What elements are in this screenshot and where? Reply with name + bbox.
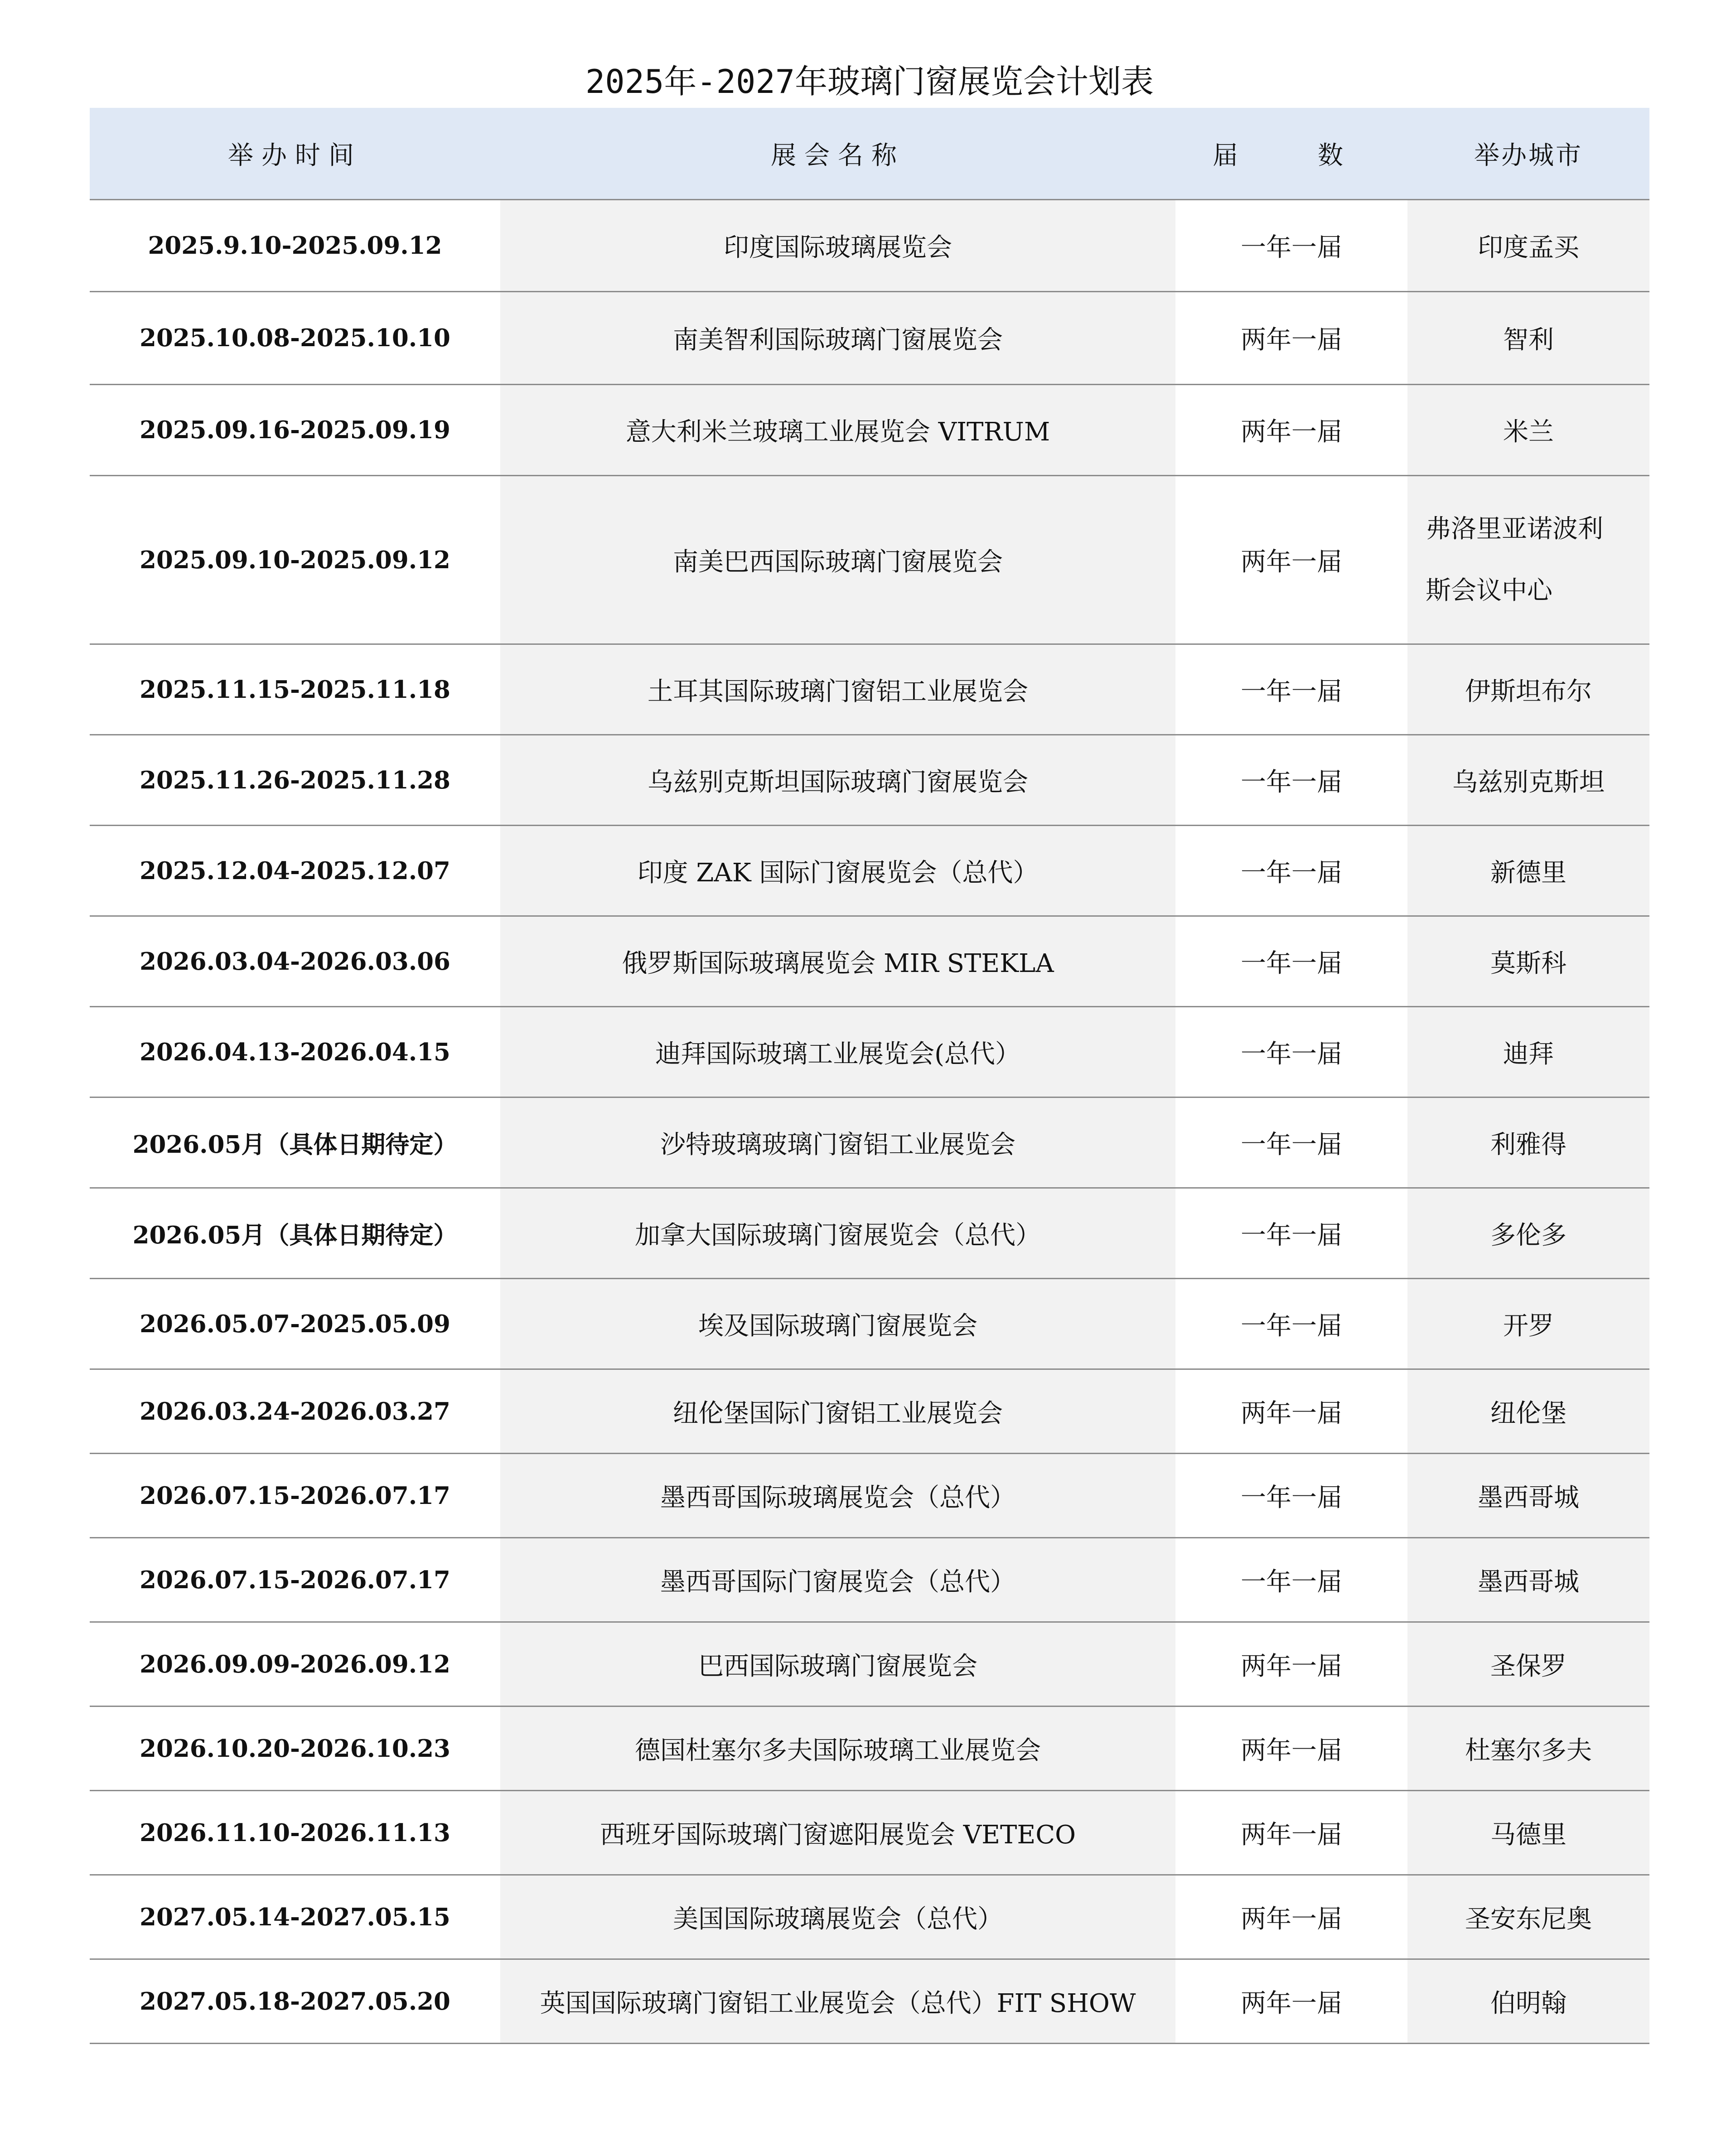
cell-exhibition-name: 纽伦堡国际门窗铝工业展览会 [500, 1370, 1175, 1453]
cell-frequency: 两年一届 [1241, 1651, 1342, 1681]
cell-exhibition-name: 墨西哥国际门窗展览会（总代） [500, 1538, 1175, 1621]
cell-city: 印度孟买 [1407, 200, 1649, 291]
cell-frequency: 一年一届 [1241, 948, 1342, 978]
cell-exhibition-name: 美国国际玻璃展览会（总代） [500, 1876, 1175, 1958]
cell-time: 2025.10.08-2025.10.10 [140, 324, 450, 352]
column-header-time: 举办时间 [228, 140, 362, 170]
table-body [90, 200, 1649, 2044]
cell-city: 马德里 [1407, 1791, 1649, 1874]
cell-frequency: 一年一届 [1241, 677, 1342, 706]
table-row [90, 292, 1649, 385]
cell-time: 2026.04.13-2026.04.15 [140, 1038, 450, 1066]
cell-time: 2026.03.04-2026.03.06 [140, 947, 450, 976]
cell-city: 迪拜 [1407, 1007, 1649, 1097]
cell-exhibition-name: 迪拜国际玻璃工业展览会(总代） [500, 1007, 1175, 1097]
cell-exhibition-name: 德国杜塞尔多夫国际玻璃工业展览会 [500, 1707, 1175, 1790]
cell-exhibition-name: 土耳其国际玻璃门窗铝工业展览会 [500, 645, 1175, 734]
cell-exhibition-name: 乌兹别克斯坦国际玻璃门窗展览会 [500, 735, 1175, 825]
cell-frequency: 两年一届 [1241, 1988, 1342, 2018]
cell-time: 2025.9.10-2025.09.12 [148, 232, 442, 260]
cell-time: 2026.07.15-2026.07.17 [140, 1481, 450, 1510]
cell-city: 圣保罗 [1407, 1623, 1649, 1706]
cell-city: 圣安东尼奥 [1407, 1876, 1649, 1958]
cell-time: 2025.11.15-2025.11.18 [140, 675, 450, 704]
cell-frequency: 一年一届 [1241, 1567, 1342, 1597]
cell-time: 2025.12.04-2025.12.07 [140, 856, 450, 885]
table-row [90, 200, 1649, 292]
page-title: 2025年-2027年玻璃门窗展览会计划表 [585, 63, 1154, 101]
cell-exhibition-name: 南美巴西国际玻璃门窗展览会 [500, 476, 1175, 643]
table-row [90, 645, 1649, 735]
cell-time: 2026.03.24-2026.03.27 [140, 1397, 450, 1426]
cell-city: 新德里 [1407, 826, 1649, 915]
cell-exhibition-name: 沙特玻璃玻璃门窗铝工业展览会 [500, 1098, 1175, 1187]
cell-city: 墨西哥城 [1407, 1454, 1649, 1537]
cell-time: 2026.10.20-2026.10.23 [140, 1734, 450, 1763]
cell-time: 2026.09.09-2026.09.12 [140, 1650, 450, 1678]
cell-frequency: 两年一届 [1241, 417, 1342, 447]
cell-frequency: 一年一届 [1241, 1039, 1342, 1069]
cell-exhibition-name: 印度 ZAK 国际门窗展览会（总代） [500, 826, 1175, 915]
cell-city: 纽伦堡 [1407, 1370, 1649, 1453]
cell-time: 2026.05月（具体日期待定） [132, 1221, 458, 1249]
exhibition-schedule-table [90, 108, 1649, 2044]
cell-frequency: 两年一届 [1241, 1820, 1342, 1850]
table-row [90, 1707, 1649, 1791]
table-row [90, 826, 1649, 917]
cell-time: 2026.05月（具体日期待定） [132, 1130, 458, 1159]
cell-frequency: 一年一届 [1241, 858, 1342, 888]
cell-city: 莫斯科 [1407, 917, 1649, 1006]
cell-frequency: 一年一届 [1241, 1220, 1342, 1250]
table-row [90, 476, 1649, 645]
cell-exhibition-name: 南美智利国际玻璃门窗展览会 [500, 292, 1175, 384]
cell-frequency: 一年一届 [1241, 1311, 1342, 1341]
cell-exhibition-name: 俄罗斯国际玻璃展览会 MIR STEKLA [500, 917, 1175, 1006]
column-header-city: 举办城市 [1474, 140, 1583, 170]
cell-frequency: 一年一届 [1241, 233, 1342, 262]
cell-city [1407, 476, 1649, 643]
cell-city: 多伦多 [1407, 1189, 1649, 1278]
cell-frequency: 一年一届 [1241, 1483, 1342, 1513]
table-row [90, 1791, 1649, 1876]
cell-exhibition-name: 加拿大国际玻璃门窗展览会（总代） [500, 1189, 1175, 1278]
table-row [90, 1189, 1649, 1279]
cell-city: 杜塞尔多夫 [1407, 1707, 1649, 1790]
cell-city: 利雅得 [1407, 1098, 1649, 1187]
table-row [90, 1623, 1649, 1707]
table-row [90, 385, 1649, 476]
cell-time: 2027.05.18-2027.05.20 [140, 1987, 450, 2016]
cell-city: 伯明翰 [1407, 1960, 1649, 2043]
table-row [90, 1007, 1649, 1098]
cell-exhibition-name: 墨西哥国际玻璃展览会（总代） [500, 1454, 1175, 1537]
cell-time: 2025.11.26-2025.11.28 [140, 766, 450, 794]
cell-city: 智利 [1407, 292, 1649, 384]
cell-exhibition-name: 巴西国际玻璃门窗展览会 [500, 1623, 1175, 1706]
cell-exhibition-name: 西班牙国际玻璃门窗遮阳展览会 VETECO [500, 1791, 1175, 1874]
table-row [90, 735, 1649, 826]
cell-frequency: 一年一届 [1241, 767, 1342, 797]
table-row [90, 1538, 1649, 1623]
cell-time: 2026.05.07-2025.05.09 [140, 1310, 450, 1338]
cell-exhibition-name: 埃及国际玻璃门窗展览会 [500, 1279, 1175, 1368]
table-header-row [90, 108, 1649, 200]
cell-city: 伊斯坦布尔 [1407, 645, 1649, 734]
cell-time: 2025.09.10-2025.09.12 [140, 546, 450, 574]
cell-time: 2025.09.16-2025.09.19 [140, 416, 450, 444]
cell-city: 米兰 [1407, 385, 1649, 475]
cell-time: 2027.05.14-2027.05.15 [140, 1903, 450, 1931]
table-row [90, 917, 1649, 1007]
table-row [90, 1454, 1649, 1538]
cell-city: 乌兹别克斯坦 [1407, 735, 1649, 825]
cell-time: 2026.11.10-2026.11.13 [140, 1818, 450, 1847]
cell-city-text: 弗洛里亚诺波利斯会议中心 [1426, 514, 1603, 605]
cell-time: 2026.07.15-2026.07.17 [140, 1566, 450, 1594]
table-row [90, 1279, 1649, 1370]
cell-frequency: 两年一届 [1241, 1398, 1342, 1428]
cell-frequency: 一年一届 [1241, 1130, 1342, 1160]
table-row [90, 1370, 1649, 1454]
cell-frequency: 两年一届 [1241, 1735, 1342, 1765]
cell-exhibition-name: 意大利米兰玻璃工业展览会 VITRUM [500, 385, 1175, 475]
cell-city: 墨西哥城 [1407, 1538, 1649, 1621]
cell-frequency: 两年一届 [1241, 325, 1342, 355]
table-row [90, 1876, 1649, 1960]
table-row [90, 1098, 1649, 1189]
cell-frequency: 两年一届 [1241, 1904, 1342, 1934]
cell-frequency: 两年一届 [1241, 547, 1342, 577]
cell-city: 开罗 [1407, 1279, 1649, 1368]
cell-exhibition-name: 英国国际玻璃门窗铝工业展览会（总代）FIT SHOW [500, 1960, 1175, 2043]
cell-exhibition-name: 印度国际玻璃展览会 [500, 200, 1175, 291]
column-header-frequency: 届 数 [1213, 140, 1370, 170]
table-row [90, 1960, 1649, 2044]
column-header-name: 展会名称 [771, 140, 905, 170]
